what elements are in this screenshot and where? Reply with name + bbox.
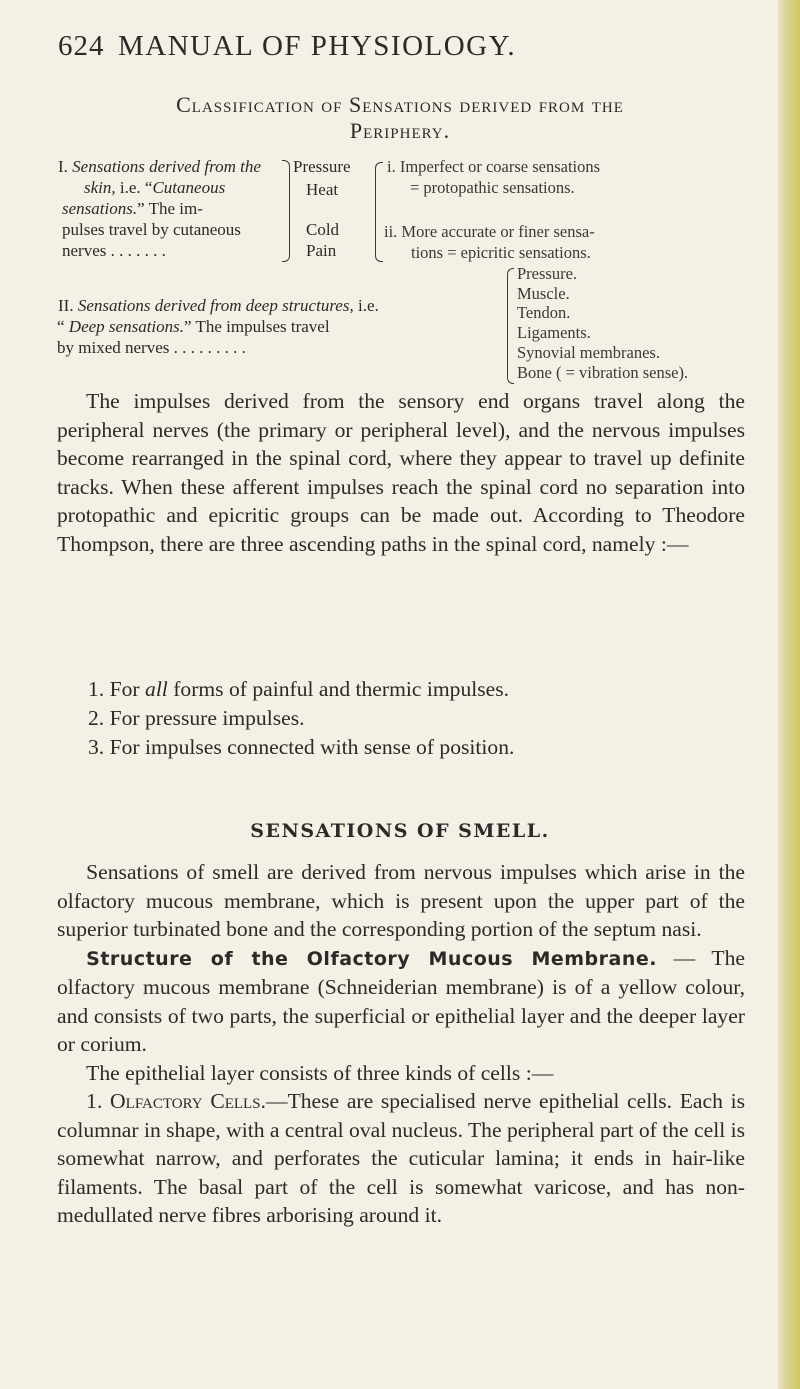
modality-pain: Pain (306, 241, 337, 260)
group1-heading: Sensations derived from the (72, 157, 261, 176)
structure-muscle: Muscle. (517, 284, 570, 303)
group2-line1 (58, 296, 379, 316)
modality-heat: Heat (306, 180, 339, 199)
brace-group1 (282, 160, 290, 262)
protopathic-line2: = protopathic sensations. (410, 178, 575, 197)
modality-cold: Cold (306, 220, 340, 239)
structure-heading: Structure of the Olfactory Mucous Membrane. (86, 947, 657, 970)
structure-text: — The olfactory mucous membrane (Schneiderian membrane) is of a yellow colour, and consists of two parts, the superficial or epithelial layer and the deeper layer or corium. (57, 945, 745, 1056)
structure-ligaments: Ligaments. (517, 323, 591, 342)
paragraph-impulses-text: The impulses derived from the sensory end organs travel along the peripheral nerves (the primary or peripheral level), and the nervous impulses become rearranged in the spinal cord, where they appear to travel up definite tracks. When these afferent impulses reach the spinal cord no separation into protopathic and epicritic groups can be made out. According to Theodore Thompson, there are three ascending paths in the spinal cord, namely :— (57, 389, 745, 556)
group2-ie: i.e. (353, 296, 379, 315)
brace-modalities (375, 162, 383, 262)
list-item-1-c: forms of painful and thermic impulses. (167, 677, 510, 701)
olfactory-cells-heading: 1. Olfactory Cells. (86, 1089, 266, 1113)
group2-impulses: ” The impulses travel (184, 317, 330, 336)
page-number: 624 (58, 30, 105, 62)
olfactory-cells-text: —These are specialised nerve epithelial cells. Each is columnar in shape, with a central oval nucleus. The peripheral part of the cell is somewhat narrow, and perforates the cuticular lamina; it ends in hair-like filaments. The basal part of the cell is somewhat varicose, and has non-medullated nerve fibres arborising around it. (57, 1089, 745, 1227)
paragraph-impulses (57, 387, 745, 558)
group1-line3 (62, 199, 203, 219)
group1-line4: pulses travel by cutaneous (62, 220, 241, 239)
group1-line2 (84, 178, 225, 198)
group2-line3: by mixed nerves . . . . . . . . . (57, 338, 246, 357)
list-item-1-all: all (145, 677, 168, 701)
structure-synovial: Synovial membranes. (517, 343, 660, 362)
group2-numeral: II. (58, 296, 74, 315)
group1-ie: i.e. “ (115, 178, 153, 197)
running-title: MANUAL OF PHYSIOLOGY. (118, 30, 517, 62)
running-head (58, 30, 516, 63)
page-edge (778, 0, 800, 1389)
section-heading: SENSATIONS OF SMELL. (250, 820, 550, 842)
classification-title-cont: Periphery. (349, 118, 451, 143)
group2-line2 (57, 317, 330, 337)
group1-cutaneous: Cutaneous (152, 178, 226, 197)
group1-skin: skin, (84, 178, 116, 197)
group2-deep-sensations: Deep sensations. (68, 317, 185, 336)
protopathic-line1: i. Imperfect or coarse sensations (387, 157, 601, 176)
group1-line1 (58, 157, 261, 177)
paragraph-smell-text: Sensations of smell are derived from nervous impulses which arise in the olfactory mucous membrane, which is present upon the upper part of the superior turbinated bone and the corresponding portion of the septum nasi. (57, 860, 745, 941)
list-item-2: 2. For pressure impulses. (88, 706, 305, 730)
list-item-1 (88, 677, 509, 702)
paragraph-epithelial: The epithelial layer consists of three kinds of cells :— (86, 1060, 554, 1085)
structure-pressure: Pressure. (517, 264, 578, 283)
group1-numeral: I. (58, 157, 68, 176)
group2-heading: Sensations derived from deep structures, (77, 296, 354, 315)
paragraph-olfactory-cells (57, 1087, 745, 1230)
structure-bone: Bone ( = vibration sense). (517, 363, 689, 382)
modality-pressure: Pressure (293, 157, 351, 176)
list-item-1-num: 1. (88, 677, 105, 701)
list-item-3: 3. For impulses connected with sense of position. (88, 735, 515, 759)
group1-sensations: sensations. (62, 199, 138, 218)
classification-title: Classification of Sensations derived from the (176, 92, 624, 117)
group1-impulses: ” The im- (137, 199, 203, 218)
group1-line5: nerves . . . . . . . (62, 241, 166, 260)
list-item-1-a: For (109, 677, 146, 701)
paragraph-smell (57, 858, 745, 1230)
paragraph-structure (57, 944, 745, 1059)
group2-quote: “ (57, 317, 69, 336)
brace-group2 (507, 268, 514, 384)
epicritic-line2: tions = epicritic sensations. (411, 243, 591, 262)
epicritic-line1: ii. More accurate or finer sensa- (384, 222, 595, 241)
structure-tendon: Tendon. (517, 303, 571, 322)
